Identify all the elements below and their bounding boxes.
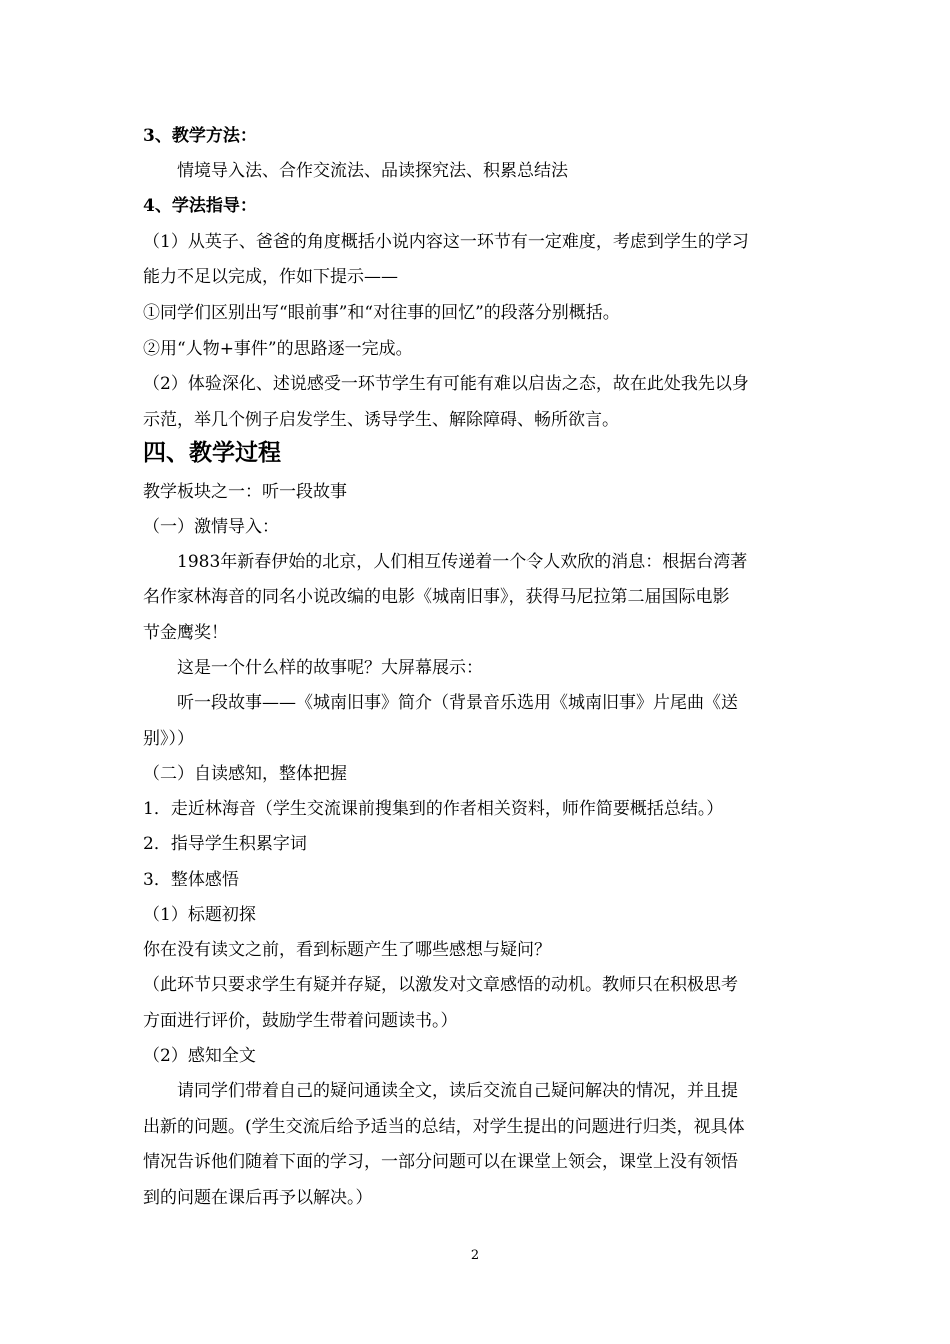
heading-study-guidance: 4、学法指导： <box>143 196 257 216</box>
subitem-title: （2）感知全文 <box>143 1046 256 1066</box>
paragraph-line: 听一段故事——《城南旧事》简介（背景音乐选用《城南旧事》片尾曲《送 <box>177 693 738 713</box>
paragraph-line: （1）从英子、爸爸的角度概括小说内容这一环节有一定难度，考虑到学生的学习 <box>143 232 749 252</box>
list-item: 3．整体感悟 <box>143 870 239 890</box>
paragraph-line: 你在没有读文之前，看到标题产生了哪些感想与疑问？ <box>143 940 551 960</box>
subsection-title: （二）自读感知，整体把握 <box>143 764 347 784</box>
subitem-title: （1）标题初探 <box>143 905 256 925</box>
paragraph-line: 到的问题在课后再予以解决。） <box>143 1188 373 1208</box>
paragraph-line: 别》）） <box>143 729 194 749</box>
methods-text: 情境导入法、合作交流法、品读探究法、积累总结法 <box>177 161 568 181</box>
paragraph-line: 能力不足以完成，作如下提示—— <box>143 267 398 287</box>
block-title: 教学板块之一：听一段故事 <box>143 482 347 502</box>
paragraph-line: 1983年新春伊始的北京，人们相互传递着一个令人欢欣的消息：根据台湾著 <box>177 552 748 572</box>
list-item: 1．走近林海音（学生交流课前搜集到的作者相关资料，师作简要概括总结。） <box>143 799 724 819</box>
paragraph-line: 示范，举几个例子启发学生、诱导学生、解除障碍、畅所欲言。 <box>143 410 619 430</box>
list-item: 2．指导学生积累字词 <box>143 834 307 854</box>
tip-line: ②用“人物+事件”的思路逐一完成。 <box>143 339 413 359</box>
paragraph-line: 方面进行评价，鼓励学生带着问题读书。） <box>143 1011 458 1031</box>
paragraph-line: （此环节只要求学生有疑并存疑，以激发对文章感悟的动机。教师只在积极思考 <box>143 975 738 995</box>
section-title: 四、教学过程 <box>143 439 281 466</box>
page-number: 2 <box>470 1248 480 1263</box>
paragraph-line: 情况告诉他们随着下面的学习，一部分问题可以在课堂上领会，课堂上没有领悟 <box>143 1152 738 1172</box>
paragraph-line: （2）体验深化、述说感受一环节学生有可能有难以启齿之态，故在此处我先以身 <box>143 374 749 394</box>
paragraph-line: 这是一个什么样的故事呢？大屏幕展示： <box>177 658 483 678</box>
subsection-title: （一）激情导入： <box>143 517 279 537</box>
tip-line: ①同学们区别出写“眼前事”和“对往事的回忆”的段落分别概括。 <box>143 303 620 323</box>
paragraph-line: 名作家林海音的同名小说改编的电影《城南旧事》，获得马尼拉第二届国际电影 <box>143 587 730 607</box>
heading-teaching-methods: 3、教学方法： <box>143 126 257 146</box>
paragraph-line: 节金鹰奖！ <box>143 623 228 643</box>
paragraph-line: 出新的问题。(学生交流后给予适当的总结，对学生提出的问题进行归类，视具体 <box>143 1117 745 1137</box>
paragraph-line: 请同学们带着自己的疑问通读全文，读后交流自己疑问解决的情况，并且提 <box>177 1081 738 1101</box>
